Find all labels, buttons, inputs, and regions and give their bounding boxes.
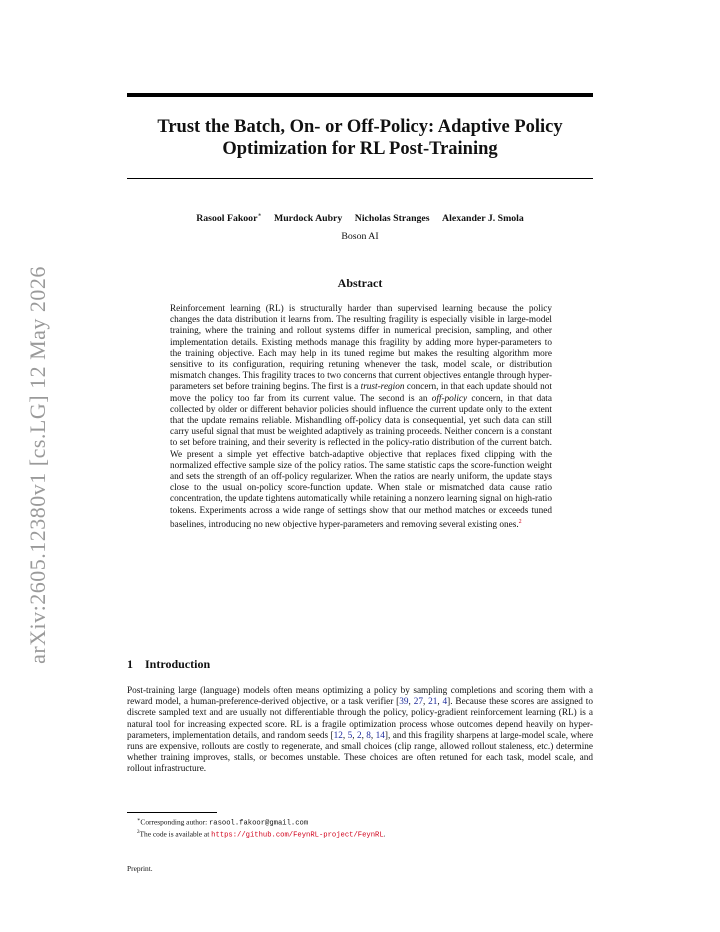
abstract-heading: Abstract [337, 276, 383, 290]
affiliation: Boson AI [341, 231, 379, 242]
title-bottom-rule [127, 178, 593, 179]
email-text: rasool.fakoor@gmail.com [208, 819, 309, 828]
title-top-rule [127, 93, 593, 97]
author: Nicholas Stranges [354, 213, 430, 225]
citation-link[interactable]: 8 [366, 730, 371, 741]
code-repo-link[interactable]: https://github.com/FeynRL-project/FeynRL [211, 831, 384, 840]
author: Rasool Fakoor∗ [196, 213, 262, 225]
citation-link[interactable]: 39 [399, 697, 409, 708]
citation-link[interactable]: 2 [356, 730, 362, 741]
citation-link[interactable]: 4 [442, 697, 448, 708]
paper-title: Trust the Batch, On- or Off-Policy: Adaptive Policy Optimization for RL Post-Training [157, 117, 563, 159]
citation-link[interactable]: 21 [428, 697, 438, 708]
citation-link[interactable]: 27 [413, 697, 423, 708]
author: Murdock Aubry [273, 213, 343, 225]
footnote-rule [127, 812, 217, 813]
footnotes [137, 816, 593, 841]
footnote-corresponding: ∗Corresponding author: rasool.fakoor@gmail.com [137, 817, 309, 828]
arxiv-identifier [18, 255, 58, 675]
citation-link[interactable]: 5 [347, 730, 353, 741]
citation-link[interactable]: 12 [333, 730, 343, 741]
introduction-body: Post-training large (language) models often means optimizing a policy by sampling completions and scoring them with a reward model, a human-preference-derived objective, or a task verifier [39, 27, 21, 4]. Because these scores are assigned to discrete sampled text and are usually not differentiable through the policy, policy-gradient reinforcement learning (RL) is a natural tool for increasing expected score. RL is a fragile optimization process whose outcomes depend heavily on hyper-parameters, implementation details, and random seeds [12, 5, 2, 8, 14], and this fragility sharpens at large-model scale, where runs are expensive, rollouts are costly to regenerate, and small choices (clip range, allowed rollout staleness, etc.) determine whether training improves, stalls, or becomes unstable. These choices are often retuned for each task, model scale, and rollout infrastructure. [127, 686, 594, 775]
preprint-label: Preprint. [127, 864, 153, 873]
footnote-code: $^2$The code is available at https://github.com/FeynRL-project/FeynRL. [137, 829, 386, 840]
citation-link[interactable]: 14 [375, 730, 385, 741]
author: Alexander J. Smola [442, 213, 524, 225]
abstract-body: Reinforcement learning (RL) is structurally harder than supervised learning because the policy changes the data distribution it learns from. The resulting fragility is especially visible in large-model training, where the training and rollout systems differ in numerical precision, sampling, and other implementation details. Existing methods manage this fragility by adding more hyper-parameters to the training objective. Each may help in its tuned regime but makes the resulting algorithm more sensitive to its configuration, requiring retuning whenever the task, model scale, or distribution mismatch changes. This fragility traces to two concerns that current objectives entangle through hyper-parameters set before training begins. The first is a trust-region concern, in that each update should not move the policy too far from its current value. The second is an off-policy concern, in that data collected by older or different behavior policies should influence the current update only to the extent that the update remains reliable. Mishandling off-policy data is consequential, yet such data can still carry useful signal that must be weighted adaptively as training proceeds. Neither concern is a constant to set before training, and their severity is reflected in the policy-ratio distribution of the current batch. We present a simple yet effective batch-adaptive objective that replaces fixed clipping with the normalized effective sample size of the policy ratios. The same statistic caps the score-function weight and sets the strength of an off-policy regularizer. When the ratios are nearly uniform, the update stays close to the usual on-policy score-function update. When stale or mismatched data cause ratio concentration, the update tightens automatically while retaining a nonzero learning signal on high-ratio tokens. Experiments across a wide range of settings show that our method matches or exceeds tuned baselines, introducing no new objective hyper-parameters and removing several existing ones.$^2$ [170, 304, 552, 530]
section-heading: 1 Introduction [127, 657, 211, 671]
arxiv-identifier-text: arXiv:2605.12380v1 [cs.LG] 12 May 2026 [25, 266, 50, 664]
author-list [127, 210, 593, 225]
footnote-link[interactable]: 2 [518, 518, 522, 525]
